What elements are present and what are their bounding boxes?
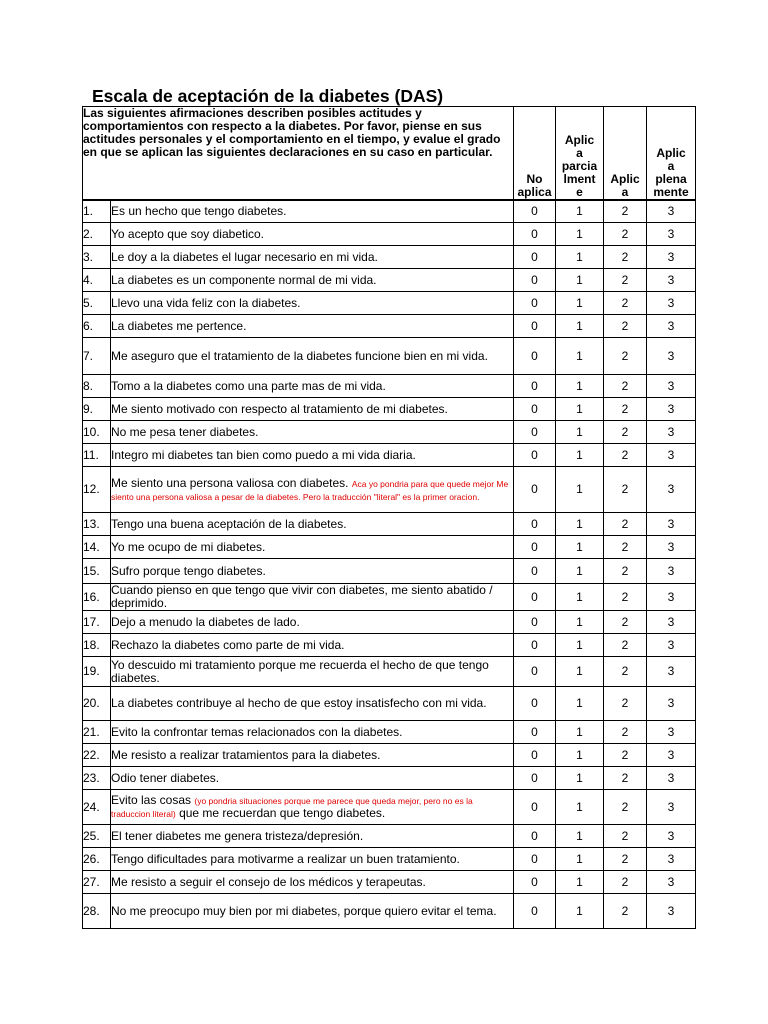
item-statement — [111, 223, 514, 246]
item-statement — [111, 584, 514, 611]
value-aplica: 2 — [604, 584, 647, 611]
item-statement — [111, 398, 514, 421]
value-aplica-plenamente: 3 — [647, 536, 696, 559]
value-aplica-plenamente: 3 — [647, 513, 696, 536]
item-statement — [111, 246, 514, 269]
value-aplica-parcialmente: 1 — [556, 744, 604, 767]
value-aplica-parcialmente: 1 — [556, 200, 604, 223]
item-number: 1. — [83, 200, 111, 223]
value-aplica-plenamente: 3 — [647, 634, 696, 657]
item-statement — [111, 269, 514, 292]
value-aplica: 2 — [604, 657, 647, 687]
item-number: 16. — [83, 584, 111, 611]
value-aplica-parcialmente: 1 — [556, 611, 604, 634]
value-aplica: 2 — [604, 536, 647, 559]
value-aplica: 2 — [604, 848, 647, 871]
value-aplica: 2 — [604, 246, 647, 269]
item-statement — [111, 634, 514, 657]
value-aplica-plenamente: 3 — [647, 848, 696, 871]
value-aplica-parcialmente: 1 — [556, 825, 604, 848]
item-number: 22. — [83, 744, 111, 767]
item-statement — [111, 315, 514, 338]
table-row — [83, 246, 696, 269]
statement-text: Es un hecho que tengo diabetes. — [111, 203, 287, 218]
value-no-aplica: 0 — [514, 871, 556, 894]
table-row — [83, 634, 696, 657]
value-aplica: 2 — [604, 444, 647, 467]
item-number: 21. — [83, 721, 111, 744]
value-aplica-plenamente: 3 — [647, 790, 696, 825]
item-statement — [111, 292, 514, 315]
table-row — [83, 894, 696, 929]
value-aplica-plenamente: 3 — [647, 223, 696, 246]
item-number: 6. — [83, 315, 111, 338]
value-aplica-plenamente: 3 — [647, 444, 696, 467]
value-no-aplica: 0 — [514, 315, 556, 338]
value-aplica: 2 — [604, 398, 647, 421]
statement-text: Cuando pienso en que tengo que vivir con diabetes, me siento abatido / deprimido. — [111, 583, 493, 610]
value-aplica: 2 — [604, 467, 647, 513]
value-aplica: 2 — [604, 894, 647, 929]
value-no-aplica: 0 — [514, 398, 556, 421]
value-aplica: 2 — [604, 200, 647, 223]
value-no-aplica: 0 — [514, 825, 556, 848]
statement-text: Tengo una buena aceptación de la diabetes. — [111, 516, 347, 531]
item-statement — [111, 467, 514, 513]
value-aplica-parcialmente: 1 — [556, 559, 604, 584]
item-statement — [111, 657, 514, 687]
value-aplica: 2 — [604, 611, 647, 634]
value-aplica-plenamente: 3 — [647, 657, 696, 687]
value-no-aplica: 0 — [514, 246, 556, 269]
value-no-aplica: 0 — [514, 375, 556, 398]
value-aplica-plenamente: 3 — [647, 894, 696, 929]
value-aplica-parcialmente: 1 — [556, 246, 604, 269]
value-aplica: 2 — [604, 744, 647, 767]
value-no-aplica: 0 — [514, 269, 556, 292]
table-row — [83, 790, 696, 825]
value-aplica-parcialmente: 1 — [556, 398, 604, 421]
value-aplica-parcialmente: 1 — [556, 223, 604, 246]
value-aplica-plenamente: 3 — [647, 871, 696, 894]
value-aplica-plenamente: 3 — [647, 611, 696, 634]
value-aplica: 2 — [604, 315, 647, 338]
header-row — [83, 107, 696, 200]
table-row — [83, 657, 696, 687]
value-no-aplica: 0 — [514, 894, 556, 929]
value-aplica-parcialmente: 1 — [556, 513, 604, 536]
statement-text: Me resisto a seguir el consejo de los médicos y terapeutas. — [111, 874, 426, 889]
table-row — [83, 825, 696, 848]
item-number: 12. — [83, 467, 111, 513]
value-aplica-parcialmente: 1 — [556, 536, 604, 559]
statement-text: No me preocupo muy bien por mi diabetes, porque quiero evitar el tema. — [111, 903, 497, 918]
table-row — [83, 871, 696, 894]
das-scale-table — [82, 106, 696, 929]
value-no-aplica: 0 — [514, 584, 556, 611]
item-number: 3. — [83, 246, 111, 269]
value-aplica-plenamente: 3 — [647, 584, 696, 611]
value-no-aplica: 0 — [514, 223, 556, 246]
value-aplica-parcialmente: 1 — [556, 634, 604, 657]
statement-text-continued: que me recuerdan que tengo diabetes. — [175, 806, 386, 820]
item-number: 24. — [83, 790, 111, 825]
value-no-aplica: 0 — [514, 790, 556, 825]
value-aplica-parcialmente: 1 — [556, 315, 604, 338]
item-statement — [111, 200, 514, 223]
value-aplica-plenamente: 3 — [647, 398, 696, 421]
table-row — [83, 536, 696, 559]
value-no-aplica: 0 — [514, 721, 556, 744]
statement-text: Me siento una persona valiosa con diabetes. — [111, 475, 352, 490]
item-number: 17. — [83, 611, 111, 634]
value-aplica-plenamente: 3 — [647, 421, 696, 444]
page-title: Escala de aceptación de la diabetes (DAS) — [92, 86, 444, 106]
table-row — [83, 744, 696, 767]
header-no-aplica: No aplica — [514, 107, 556, 200]
statement-text: Yo descuido mi tratamiento porque me recuerda el hecho de que tengo diabetes. — [111, 657, 489, 685]
item-number: 23. — [83, 767, 111, 790]
table-row — [83, 611, 696, 634]
item-statement — [111, 871, 514, 894]
item-number: 27. — [83, 871, 111, 894]
item-number: 14. — [83, 536, 111, 559]
value-aplica-plenamente: 3 — [647, 559, 696, 584]
statement-text: Odio tener diabetes. — [111, 770, 220, 785]
value-no-aplica: 0 — [514, 848, 556, 871]
item-statement — [111, 848, 514, 871]
item-number: 9. — [83, 398, 111, 421]
statement-text: Me resisto a realizar tratamientos para la diabetes. — [111, 747, 381, 762]
table-row — [83, 513, 696, 536]
statement-text: Evito la confrontar temas relacionados con la diabetes. — [111, 724, 403, 739]
table-row — [83, 375, 696, 398]
statement-text: El tener diabetes me genera tristeza/depresión. — [111, 828, 364, 843]
item-number: 25. — [83, 825, 111, 848]
item-number: 26. — [83, 848, 111, 871]
value-aplica-parcialmente: 1 — [556, 767, 604, 790]
value-aplica: 2 — [604, 634, 647, 657]
value-no-aplica: 0 — [514, 200, 556, 223]
value-no-aplica: 0 — [514, 657, 556, 687]
value-aplica-parcialmente: 1 — [556, 687, 604, 721]
statement-text: Evito las cosas — [111, 793, 195, 807]
item-statement — [111, 687, 514, 721]
item-statement — [111, 790, 514, 825]
table-row — [83, 559, 696, 584]
table-row — [83, 269, 696, 292]
value-no-aplica: 0 — [514, 292, 556, 315]
value-aplica-parcialmente: 1 — [556, 269, 604, 292]
value-aplica-plenamente: 3 — [647, 338, 696, 375]
header-aplica-parcialmente: Aplic a parcia lment e — [556, 107, 604, 200]
value-no-aplica: 0 — [514, 611, 556, 634]
value-aplica: 2 — [604, 269, 647, 292]
value-aplica-plenamente: 3 — [647, 767, 696, 790]
statement-text: Llevo una vida feliz con la diabetes. — [111, 295, 301, 310]
value-aplica-plenamente: 3 — [647, 269, 696, 292]
value-aplica: 2 — [604, 223, 647, 246]
statement-text: Yo acepto que soy diabetico. — [111, 226, 265, 241]
value-no-aplica: 0 — [514, 687, 556, 721]
value-aplica-plenamente: 3 — [647, 375, 696, 398]
statement-text: No me pesa tener diabetes. — [111, 424, 259, 439]
value-aplica: 2 — [604, 559, 647, 584]
value-aplica-plenamente: 3 — [647, 246, 696, 269]
header-aplica: Aplic a — [604, 107, 647, 200]
table-row — [83, 315, 696, 338]
table-row — [83, 338, 696, 375]
table-row — [83, 398, 696, 421]
table-row — [83, 721, 696, 744]
header-aplica-plenamente: Aplic a plena mente — [647, 107, 696, 200]
item-number: 2. — [83, 223, 111, 246]
value-no-aplica: 0 — [514, 513, 556, 536]
value-aplica-parcialmente: 1 — [556, 338, 604, 375]
item-statement — [111, 767, 514, 790]
value-aplica-parcialmente: 1 — [556, 421, 604, 444]
instructions-text: Las siguientes afirmaciones describen posibles actitudes y comportamientos con respecto a la diabetes. Por favor, piense en sus actitudes personales y el comportamiento en el tiempo, y evalue el grado en que se aplican las siguientes declaraciones en su caso en particular. — [83, 107, 514, 200]
translator-note: Aca yo pondria para que quede mejor Me siento una persona valiosa a pesar de la diabetes. Pero la traducción "literal" es la primer oracion. — [111, 478, 509, 502]
item-statement — [111, 421, 514, 444]
table-row — [83, 687, 696, 721]
table-row — [83, 444, 696, 467]
value-aplica-plenamente: 3 — [647, 200, 696, 223]
table-row — [83, 200, 696, 223]
value-aplica-plenamente: 3 — [647, 467, 696, 513]
value-aplica: 2 — [604, 338, 647, 375]
value-aplica-parcialmente: 1 — [556, 467, 604, 513]
item-number: 7. — [83, 338, 111, 375]
item-number: 18. — [83, 634, 111, 657]
statement-text: Tengo dificultades para motivarme a realizar un buen tratamiento. — [111, 851, 460, 866]
item-number: 13. — [83, 513, 111, 536]
item-number: 4. — [83, 269, 111, 292]
value-no-aplica: 0 — [514, 338, 556, 375]
table-row — [83, 848, 696, 871]
statement-text: La diabetes contribuye al hecho de que estoy insatisfecho con mi vida. — [111, 696, 487, 710]
value-aplica-parcialmente: 1 — [556, 444, 604, 467]
value-aplica-plenamente: 3 — [647, 721, 696, 744]
value-aplica: 2 — [604, 513, 647, 536]
statement-text: Tomo a la diabetes como una parte mas de mi vida. — [111, 378, 386, 393]
value-no-aplica: 0 — [514, 767, 556, 790]
statement-text: La diabetes es un componente normal de mi vida. — [111, 272, 377, 287]
statement-text: La diabetes me pertence. — [111, 318, 247, 333]
statement-text: Sufro porque tengo diabetes. — [111, 563, 266, 578]
statement-text: Le doy a la diabetes el lugar necesario en mi vida. — [111, 249, 378, 264]
item-number: 15. — [83, 559, 111, 584]
item-statement — [111, 744, 514, 767]
table-row — [83, 467, 696, 513]
table-row — [83, 292, 696, 315]
value-no-aplica: 0 — [514, 536, 556, 559]
item-number: 10. — [83, 421, 111, 444]
value-aplica-parcialmente: 1 — [556, 292, 604, 315]
value-aplica: 2 — [604, 375, 647, 398]
statement-text: Yo me ocupo de mi diabetes. — [111, 539, 266, 554]
value-no-aplica: 0 — [514, 444, 556, 467]
item-statement — [111, 825, 514, 848]
table-row — [83, 584, 696, 611]
item-statement — [111, 536, 514, 559]
value-aplica-parcialmente: 1 — [556, 375, 604, 398]
item-statement — [111, 375, 514, 398]
item-number: 19. — [83, 657, 111, 687]
value-aplica-parcialmente: 1 — [556, 790, 604, 825]
value-aplica-parcialmente: 1 — [556, 848, 604, 871]
value-aplica: 2 — [604, 421, 647, 444]
item-statement — [111, 559, 514, 584]
value-aplica-parcialmente: 1 — [556, 871, 604, 894]
table-row — [83, 223, 696, 246]
value-no-aplica: 0 — [514, 634, 556, 657]
item-number: 20. — [83, 687, 111, 721]
value-aplica: 2 — [604, 790, 647, 825]
value-aplica-plenamente: 3 — [647, 744, 696, 767]
value-aplica-plenamente: 3 — [647, 687, 696, 721]
value-aplica: 2 — [604, 767, 647, 790]
item-number: 8. — [83, 375, 111, 398]
item-number: 11. — [83, 444, 111, 467]
statement-text: Dejo a menudo la diabetes de lado. — [111, 614, 300, 629]
value-no-aplica: 0 — [514, 421, 556, 444]
value-aplica-plenamente: 3 — [647, 315, 696, 338]
value-aplica: 2 — [604, 871, 647, 894]
value-aplica: 2 — [604, 687, 647, 721]
value-no-aplica: 0 — [514, 559, 556, 584]
item-statement — [111, 894, 514, 929]
item-number: 28. — [83, 894, 111, 929]
value-no-aplica: 0 — [514, 467, 556, 513]
value-aplica-plenamente: 3 — [647, 292, 696, 315]
value-no-aplica: 0 — [514, 744, 556, 767]
statement-text: Integro mi diabetes tan bien como puedo a mi vida diaria. — [111, 447, 416, 462]
statement-text: Rechazo la diabetes como parte de mi vida. — [111, 637, 345, 652]
item-statement — [111, 444, 514, 467]
value-aplica: 2 — [604, 292, 647, 315]
value-aplica: 2 — [604, 825, 647, 848]
value-aplica-parcialmente: 1 — [556, 894, 604, 929]
value-aplica-parcialmente: 1 — [556, 657, 604, 687]
item-statement — [111, 611, 514, 634]
item-statement — [111, 338, 514, 375]
item-statement — [111, 513, 514, 536]
statement-text: Me siento motivado con respecto al tratamiento de mi diabetes. — [111, 401, 448, 416]
value-aplica: 2 — [604, 721, 647, 744]
table-row — [83, 767, 696, 790]
value-aplica-plenamente: 3 — [647, 825, 696, 848]
translator-note: (yo pondria situaciones porque me parece que queda mejor, pero no es la traduccion literal) — [111, 796, 473, 819]
table-row — [83, 421, 696, 444]
item-statement — [111, 721, 514, 744]
value-aplica-parcialmente: 1 — [556, 584, 604, 611]
value-aplica-parcialmente: 1 — [556, 721, 604, 744]
statement-text: Me aseguro que el tratamiento de la diabetes funcione bien en mi vida. — [111, 348, 488, 363]
item-number: 5. — [83, 292, 111, 315]
